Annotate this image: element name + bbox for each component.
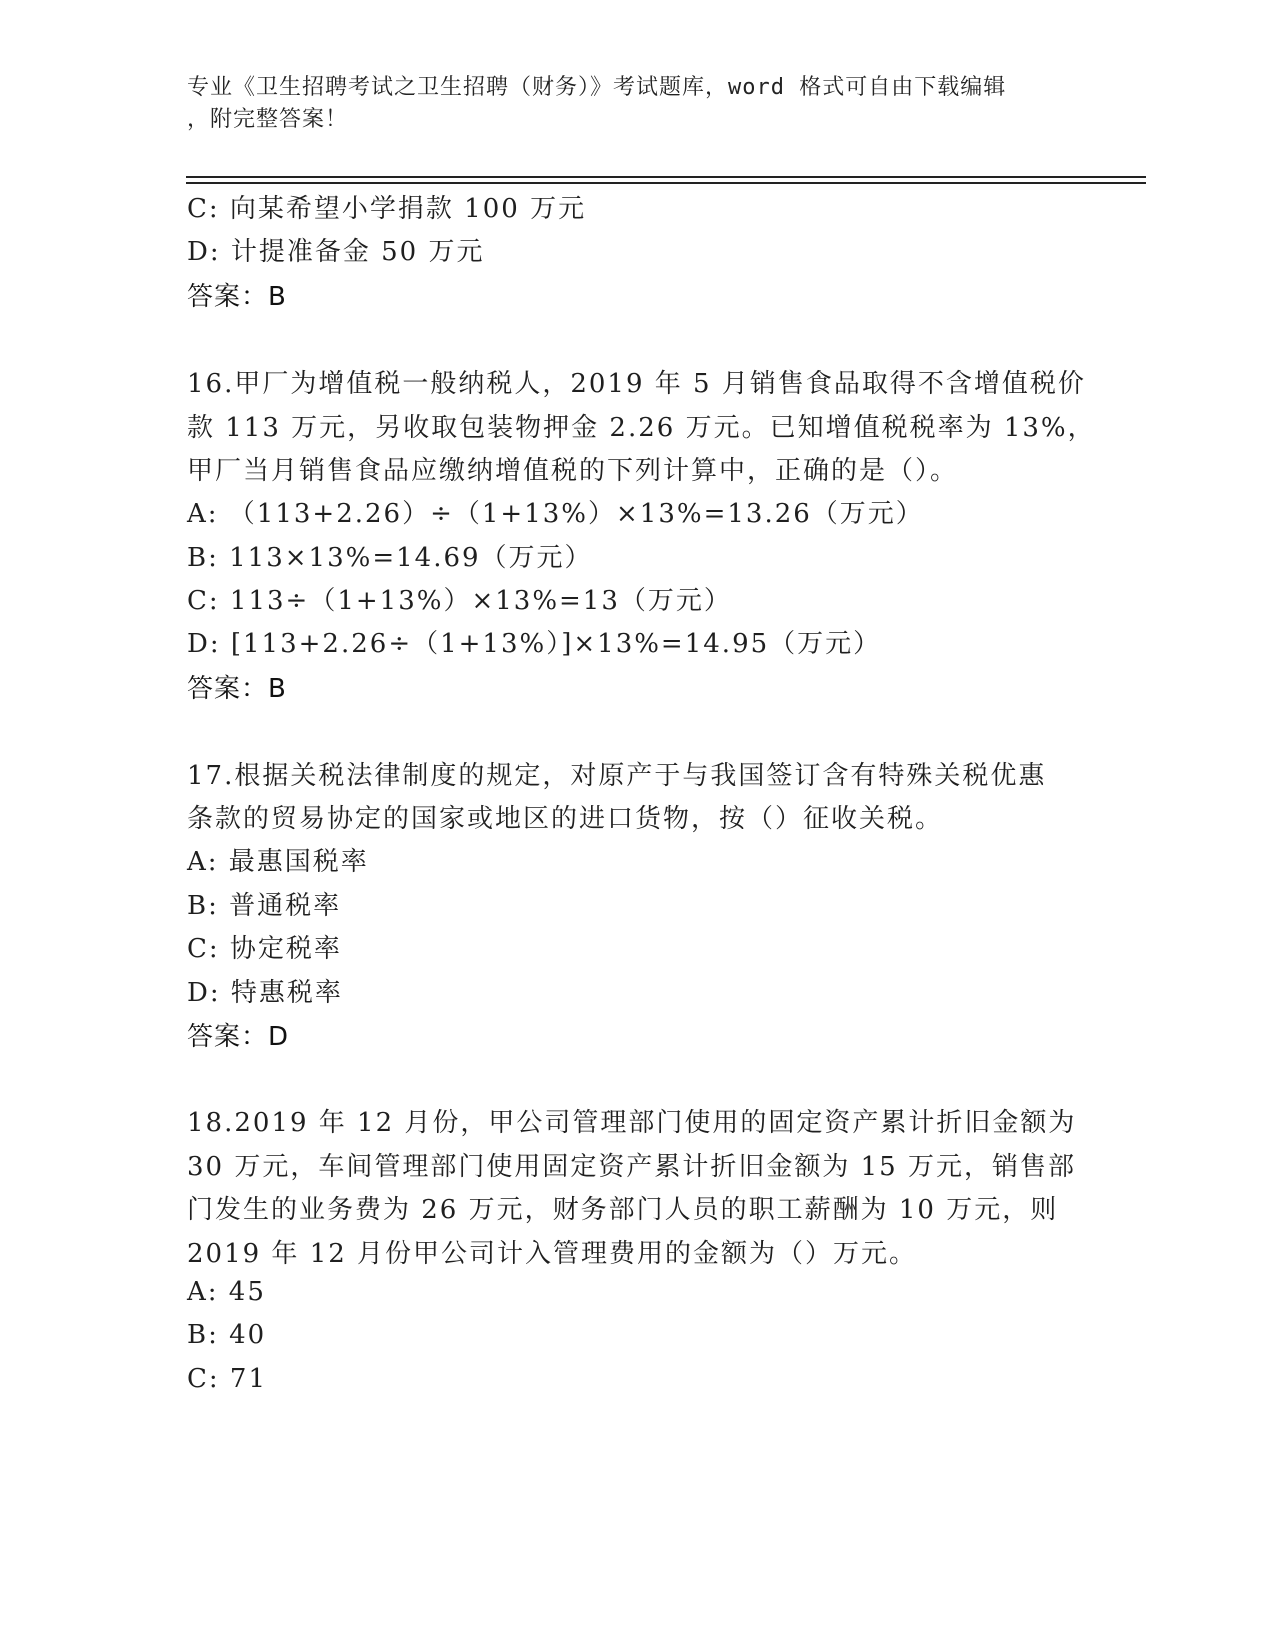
q16-option-c: C: 113÷（1+13%）×13%=13（万元） [187,586,732,616]
q18-stem-line-3: 门发生的业务费为 26 万元，财务部门人员的职工薪酬为 10 万元，则 [187,1195,1059,1225]
header-line-1: 专业《卫生招聘考试之卫生招聘（财务）》考试题库，word 格式可自由下载编辑 [187,75,1007,100]
q18-stem-line-2: 30 万元，车间管理部门使用固定资产累计折旧金额为 15 万元，销售部 [187,1152,1076,1182]
q16-option-a: A: （113+2.26）÷（1+13%）×13%=13.26（万元） [187,499,924,529]
q15-option-c: C: 向某希望小学捐款 100 万元 [187,194,587,224]
q18-option-a: A: 45 [187,1277,266,1307]
q18-option-b: B: 40 [187,1320,267,1350]
q16-answer: 答案：B [187,674,287,704]
q15-option-d: D: 计提准备金 50 万元 [187,237,485,267]
q16-stem-line-1: 16.甲厂为增值税一般纳税人，2019 年 5 月销售食品取得不含增值税价 [187,369,1086,399]
q18-option-c: C: 71 [187,1364,268,1394]
q16-option-d: D: [113+2.26÷（1+13%）]×13%=14.95（万元） [187,629,882,659]
q18-stem-line-1: 18.2019 年 12 月份，甲公司管理部门使用的固定资产累计折旧金额为 [187,1108,1077,1138]
q16-option-b: B: 113×13%=14.69（万元） [187,543,593,573]
q16-stem-line-3: 甲厂当月销售食品应缴纳增值税的下列计算中，正确的是（）。 [187,456,959,486]
q17-option-b: B: 普通税率 [187,891,342,921]
q16-stem-line-2: 款 113 万元，另收取包装物押金 2.26 万元。已知增值税税率为 13%， [187,413,1096,443]
q17-option-d: D: 特惠税率 [187,978,343,1008]
page-header [187,72,1067,136]
header-rule-bottom [186,182,1146,184]
q17-answer: 答案：D [187,1022,290,1052]
q17-option-c: C: 协定税率 [187,934,342,964]
header-line-2: ，附完整答案！ [187,107,349,132]
q17-stem-line-1: 17.根据关税法律制度的规定，对原产于与我国签订含有特殊关税优惠 [187,761,1047,791]
q15-answer: 答案：B [187,282,287,312]
q18-stem-line-4: 2019 年 12 月份甲公司计入管理费用的金额为（）万元。 [187,1239,918,1269]
q17-option-a: A: 最惠国税率 [187,847,369,877]
header-rule-top [186,176,1146,178]
q17-stem-line-2: 条款的贸易协定的国家或地区的进口货物，按（）征收关税。 [187,804,944,834]
